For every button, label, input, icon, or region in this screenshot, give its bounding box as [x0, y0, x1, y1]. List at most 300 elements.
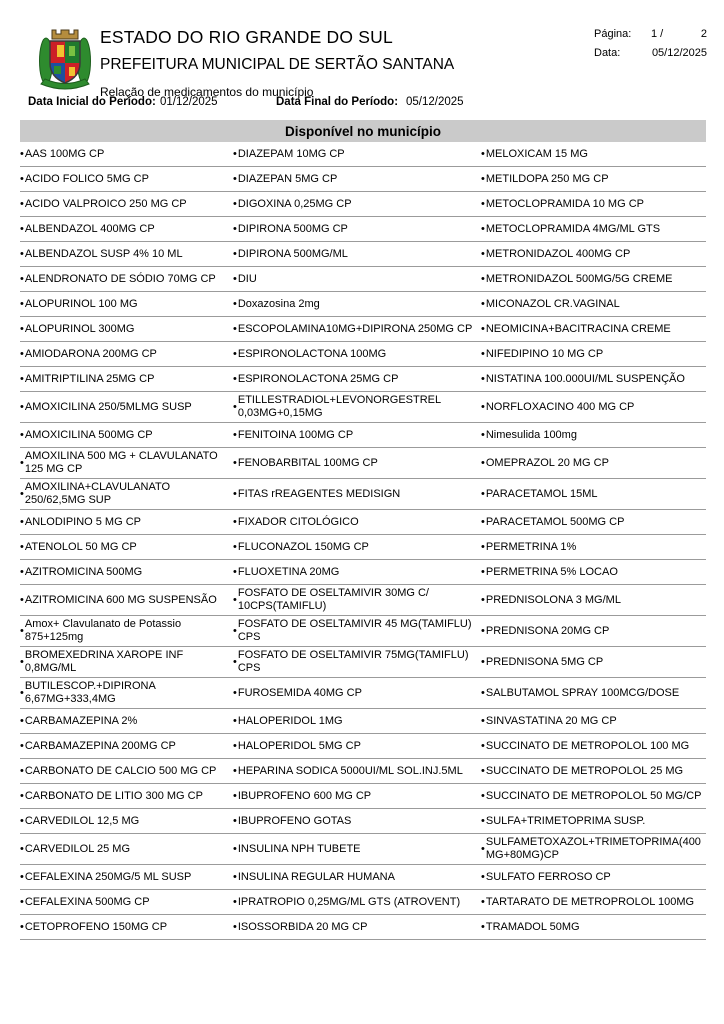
medication-name: FITAS rREAGENTES MEDISIGN [237, 487, 401, 500]
table-row [20, 267, 706, 292]
bullet-icon: • [233, 456, 237, 469]
bullet-icon: • [481, 565, 485, 578]
medication-name: ALOPURINOL 300MG [24, 322, 135, 335]
medication-item [20, 709, 233, 733]
medication-item [233, 890, 481, 914]
section-header [20, 120, 706, 142]
medication-item [481, 292, 706, 316]
medication-item [481, 317, 706, 341]
table-row [20, 142, 706, 167]
bullet-icon: • [481, 764, 485, 777]
medication-name: OMEPRAZOL 20 MG CP [485, 456, 609, 469]
medication-item [481, 392, 706, 422]
bullet-icon: • [233, 297, 237, 310]
medication-item [20, 267, 233, 291]
medication-name: AMOXILINA 500 MG + CLAVULANATO 125 MG CP [24, 450, 218, 475]
medication-item [233, 535, 481, 559]
bullet-icon: • [481, 487, 485, 500]
medication-item [481, 759, 706, 783]
medication-name: AMITRIPTILINA 25MG CP [24, 372, 155, 385]
medication-item [20, 616, 233, 646]
medication-item [233, 142, 481, 166]
medication-item [233, 784, 481, 808]
bullet-icon: • [481, 739, 485, 752]
bullet-icon: • [20, 487, 24, 500]
medication-item [20, 647, 233, 677]
table-row [20, 834, 706, 865]
table-row [20, 865, 706, 890]
medication-name: ETILLESTRADIOL+LEVONORGESTREL 0,03MG+0,15MG [237, 394, 441, 419]
medication-item [20, 678, 233, 708]
table-row [20, 217, 706, 242]
bullet-icon: • [20, 247, 24, 260]
page-label: Página: [594, 28, 632, 40]
medication-name: CARBONATO DE CALCIO 500 MG CP [24, 764, 217, 777]
period-end-label: Data Final do Período: [276, 96, 399, 108]
medication-item [233, 167, 481, 191]
medication-table [20, 120, 706, 940]
medication-item [20, 915, 233, 939]
medication-name: ALENDRONATO DE SÓDIO 70MG CP [24, 272, 216, 285]
medication-item [481, 217, 706, 241]
medication-name: METRONIDAZOL 400MG CP [485, 247, 631, 260]
bullet-icon: • [20, 789, 24, 802]
medication-name: AMOXILINA+CLAVULANATO 250/62,5MG SUP [24, 481, 171, 506]
medication-item [233, 759, 481, 783]
medication-list [20, 142, 706, 940]
medication-item [20, 734, 233, 758]
medication-item [233, 217, 481, 241]
medication-name: Nimesulida 100mg [485, 428, 577, 441]
medication-item [481, 678, 706, 708]
table-row [20, 292, 706, 317]
date-value: 05/12/2025 [651, 47, 707, 59]
medication-item [20, 834, 233, 864]
medication-name: NEOMICINA+BACITRACINA CREME [485, 322, 671, 335]
medication-name: PREDNISONA 20MG CP [485, 624, 610, 637]
bullet-icon: • [481, 147, 485, 160]
medication-name: FOSFATO DE OSELTAMIVIR 45 MG(TAMIFLU) CPS [237, 618, 472, 643]
medication-item [481, 267, 706, 291]
bullet-icon: • [233, 540, 237, 553]
table-row [20, 479, 706, 510]
bullet-icon: • [481, 686, 485, 699]
table-row [20, 759, 706, 784]
medication-item [233, 392, 481, 422]
bullet-icon: • [233, 789, 237, 802]
bullet-icon: • [20, 456, 24, 469]
medication-item [233, 865, 481, 889]
table-row [20, 647, 706, 678]
table-row [20, 890, 706, 915]
medication-name: FENOBARBITAL 100MG CP [237, 456, 378, 469]
report-title: Relação de medicamentos do município [100, 85, 314, 99]
bullet-icon: • [233, 655, 237, 668]
bullet-icon: • [233, 814, 237, 827]
medication-item [20, 192, 233, 216]
medication-name: NIFEDIPINO 10 MG CP [485, 347, 604, 360]
medication-item [233, 734, 481, 758]
bullet-icon: • [20, 895, 24, 908]
medication-name: DIAZEPAN 5MG CP [237, 172, 338, 185]
medication-item [20, 585, 233, 615]
medication-item [481, 448, 706, 478]
bullet-icon: • [481, 655, 485, 668]
period-end-value: 05/12/2025 [406, 96, 464, 108]
page-info [594, 28, 707, 66]
bullet-icon: • [20, 515, 24, 528]
medication-name: AAS 100MG CP [24, 147, 105, 160]
medication-item [233, 678, 481, 708]
bullet-icon: • [20, 593, 24, 606]
bullet-icon: • [20, 686, 24, 699]
medication-item [233, 560, 481, 584]
medication-name: METRONIDAZOL 500MG/5G CREME [485, 272, 673, 285]
table-row [20, 342, 706, 367]
medication-item [233, 709, 481, 733]
bullet-icon: • [481, 272, 485, 285]
medication-item [20, 367, 233, 391]
medication-name: FOSFATO DE OSELTAMIVIR 30MG C/ 10CPS(TAMIFLU) [237, 587, 429, 612]
bullet-icon: • [233, 714, 237, 727]
bullet-icon: • [20, 372, 24, 385]
medication-name: HEPARINA SODICA 5000UI/ML SOL.INJ.5ML [237, 764, 463, 777]
medication-name: PREDNISOLONA 3 MG/ML [485, 593, 621, 606]
medication-item [481, 834, 706, 864]
bullet-icon: • [481, 247, 485, 260]
bullet-icon: • [481, 814, 485, 827]
bullet-icon: • [233, 400, 237, 413]
medication-name: ESCOPOLAMINA10MG+DIPIRONA 250MG CP [237, 322, 473, 335]
medication-item [481, 734, 706, 758]
table-row [20, 535, 706, 560]
bullet-icon: • [233, 686, 237, 699]
medication-item [20, 809, 233, 833]
medication-item [20, 292, 233, 316]
medication-name: METILDOPA 250 MG CP [485, 172, 609, 185]
bullet-icon: • [481, 197, 485, 210]
bullet-icon: • [481, 593, 485, 606]
medication-item [20, 217, 233, 241]
bullet-icon: • [481, 322, 485, 335]
table-row [20, 585, 706, 616]
medication-name: DIAZEPAM 10MG CP [237, 147, 345, 160]
bullet-icon: • [233, 842, 237, 855]
table-row [20, 423, 706, 448]
medication-item [233, 267, 481, 291]
medication-item [481, 647, 706, 677]
bullet-icon: • [481, 297, 485, 310]
medication-name: AZITROMICINA 600 MG SUSPENSÃO [24, 593, 217, 606]
medication-name: Amox+ Clavulanato de Potassio 875+125mg [24, 618, 182, 643]
bullet-icon: • [20, 764, 24, 777]
medication-item [481, 242, 706, 266]
bullet-icon: • [20, 297, 24, 310]
table-row [20, 242, 706, 267]
medication-name: MICONAZOL CR.VAGINAL [485, 297, 620, 310]
medication-name: ESPIRONOLACTONA 25MG CP [237, 372, 399, 385]
medication-name: ACIDO VALPROICO 250 MG CP [24, 197, 187, 210]
medication-name: DIPIRONA 500MG CP [237, 222, 348, 235]
section-title: Disponível no município [284, 123, 441, 139]
bullet-icon: • [233, 764, 237, 777]
medication-name: BROMEXEDRINA XAROPE INF 0,8MG/ML [24, 649, 184, 674]
medication-item [20, 142, 233, 166]
medication-name: SUCCINATO DE METROPOLOL 25 MG [485, 764, 684, 777]
medication-name: NISTATINA 100.000UI/ML SUSPENÇÃO [485, 372, 685, 385]
medication-name: IBUPROFENO 600 MG CP [237, 789, 372, 802]
medication-name: SALBUTAMOL SPRAY 100MCG/DOSE [485, 686, 680, 699]
medication-item [233, 342, 481, 366]
bullet-icon: • [233, 222, 237, 235]
medication-name: FENITOINA 100MG CP [237, 428, 354, 441]
bullet-icon: • [20, 565, 24, 578]
medication-name: INSULINA NPH TUBETE [237, 842, 361, 855]
medication-item [481, 865, 706, 889]
medication-name: FOSFATO DE OSELTAMIVIR 75MG(TAMIFLU) CPS [237, 649, 469, 674]
medication-item [233, 479, 481, 509]
medication-item [20, 759, 233, 783]
medication-name: PREDNISONA 5MG CP [485, 655, 604, 668]
medication-name: DIPIRONA 500MG/ML [237, 247, 348, 260]
header-titles [100, 27, 454, 99]
table-row [20, 678, 706, 709]
medication-item [233, 317, 481, 341]
bullet-icon: • [233, 428, 237, 441]
medication-item [233, 242, 481, 266]
table-row [20, 616, 706, 647]
bullet-icon: • [481, 172, 485, 185]
medication-item [20, 510, 233, 534]
bullet-icon: • [481, 428, 485, 441]
medication-name: FLUOXETINA 20MG [237, 565, 340, 578]
bullet-icon: • [20, 428, 24, 441]
table-row [20, 734, 706, 759]
medication-name: SINVASTATINA 20 MG CP [485, 714, 617, 727]
medication-name: CARVEDILOL 12,5 MG [24, 814, 140, 827]
table-row [20, 448, 706, 479]
medication-name: ACIDO FOLICO 5MG CP [24, 172, 149, 185]
bullet-icon: • [20, 842, 24, 855]
medication-name: PERMETRINA 5% LOCAO [485, 565, 618, 578]
bullet-icon: • [20, 347, 24, 360]
medication-name: ESPIRONOLACTONA 100MG [237, 347, 387, 360]
medication-name: AZITROMICINA 500MG [24, 565, 143, 578]
bullet-icon: • [481, 920, 485, 933]
bullet-icon: • [20, 714, 24, 727]
bullet-icon: • [20, 222, 24, 235]
medication-name: TARTARATO DE METROPROLOL 100MG [485, 895, 695, 908]
medication-item [481, 479, 706, 509]
medication-name: ANLODIPINO 5 MG CP [24, 515, 141, 528]
table-row [20, 915, 706, 940]
medication-item [20, 317, 233, 341]
medication-item [481, 367, 706, 391]
medication-item [20, 392, 233, 422]
bullet-icon: • [233, 895, 237, 908]
table-row [20, 367, 706, 392]
medication-item [233, 192, 481, 216]
date-label: Data: [594, 47, 621, 59]
medication-item [233, 367, 481, 391]
state-title: ESTADO DO RIO GRANDE DO SUL [100, 27, 393, 47]
medication-item [20, 448, 233, 478]
bullet-icon: • [233, 593, 237, 606]
bullet-icon: • [20, 172, 24, 185]
medication-item [481, 342, 706, 366]
medication-item [20, 242, 233, 266]
medication-name: AMOXICILINA 250/5MLMG SUSP [24, 400, 192, 413]
table-row [20, 167, 706, 192]
medication-name: HALOPERIDOL 1MG [237, 714, 343, 727]
medication-item [233, 510, 481, 534]
medication-item [233, 423, 481, 447]
bullet-icon: • [481, 372, 485, 385]
medication-name: CARVEDILOL 25 MG [24, 842, 131, 855]
bullet-icon: • [20, 624, 24, 637]
bullet-icon: • [233, 347, 237, 360]
medication-name: CEFALEXINA 500MG CP [24, 895, 150, 908]
medication-item [481, 890, 706, 914]
medication-item [481, 616, 706, 646]
medication-item [481, 784, 706, 808]
medication-name: DIU [237, 272, 257, 285]
medication-item [481, 809, 706, 833]
medication-name: IBUPROFENO GOTAS [237, 814, 352, 827]
medication-name: HALOPERIDOL 5MG CP [237, 739, 361, 752]
medication-name: CETOPROFENO 150MG CP [24, 920, 168, 933]
bullet-icon: • [481, 842, 485, 855]
bullet-icon: • [233, 247, 237, 260]
medication-name: SULFATO FERROSO CP [485, 870, 611, 883]
bullet-icon: • [233, 870, 237, 883]
medication-item [233, 616, 481, 646]
bullet-icon: • [233, 197, 237, 210]
period-start-value: 01/12/2025 [160, 96, 218, 108]
bullet-icon: • [20, 197, 24, 210]
medication-name: ALBENDAZOL 400MG CP [24, 222, 155, 235]
municipality-title: PREFEITURA MUNICIPAL DE SERTÃO SANTANA [100, 56, 455, 73]
medication-name: ALOPURINOL 100 MG [24, 297, 138, 310]
bullet-icon: • [481, 789, 485, 802]
table-row [20, 510, 706, 535]
medication-name: SUCCINATO DE METROPOLOL 100 MG [485, 739, 690, 752]
medication-item [20, 535, 233, 559]
bullet-icon: • [233, 515, 237, 528]
medication-item [481, 510, 706, 534]
table-row [20, 317, 706, 342]
medication-item [233, 292, 481, 316]
medication-item [20, 784, 233, 808]
medication-item [481, 560, 706, 584]
medication-name: PERMETRINA 1% [485, 540, 577, 553]
medication-name: SULFA+TRIMETOPRIMA SUSP. [485, 814, 646, 827]
medication-item [233, 809, 481, 833]
medication-item [20, 423, 233, 447]
table-row [20, 560, 706, 585]
bullet-icon: • [481, 515, 485, 528]
table-row [20, 709, 706, 734]
medication-item [233, 448, 481, 478]
medication-item [481, 167, 706, 191]
medication-name: CARBAMAZEPINA 2% [24, 714, 138, 727]
bullet-icon: • [481, 400, 485, 413]
medication-name: AMIODARONA 200MG CP [24, 347, 157, 360]
medication-name: DIGOXINA 0,25MG CP [237, 197, 352, 210]
medication-item [233, 647, 481, 677]
table-row [20, 784, 706, 809]
table-row [20, 192, 706, 217]
medication-name: MELOXICAM 15 MG [485, 147, 588, 160]
bullet-icon: • [20, 814, 24, 827]
medication-item [20, 865, 233, 889]
bullet-icon: • [20, 655, 24, 668]
bullet-icon: • [20, 540, 24, 553]
bullet-icon: • [233, 322, 237, 335]
medication-item [233, 834, 481, 864]
bullet-icon: • [20, 147, 24, 160]
medication-name: Doxazosina 2mg [237, 297, 320, 310]
bullet-icon: • [481, 347, 485, 360]
medication-name: ATENOLOL 50 MG CP [24, 540, 137, 553]
medication-name: FUROSEMIDA 40MG CP [237, 686, 362, 699]
bullet-icon: • [233, 272, 237, 285]
medication-item [233, 585, 481, 615]
medication-item [20, 167, 233, 191]
medication-name: CARBAMAZEPINA 200MG CP [24, 739, 176, 752]
municipality-coat-of-arms-icon [34, 26, 96, 92]
medication-item [481, 915, 706, 939]
medication-item [481, 142, 706, 166]
medication-item [233, 915, 481, 939]
medication-item [20, 890, 233, 914]
medication-name: METOCLOPRAMIDA 4MG/ML GTS [485, 222, 661, 235]
medication-name: AMOXICILINA 500MG CP [24, 428, 153, 441]
bullet-icon: • [481, 714, 485, 727]
medication-name: IPRATROPIO 0,25MG/ML GTS (ATROVENT) [237, 895, 461, 908]
medication-item [20, 560, 233, 584]
medication-name: CARBONATO DE LITIO 300 MG CP [24, 789, 203, 802]
medication-name: FLUCONAZOL 150MG CP [237, 540, 369, 553]
medication-name: CEFALEXINA 250MG/5 ML SUSP [24, 870, 192, 883]
bullet-icon: • [481, 222, 485, 235]
bullet-icon: • [233, 147, 237, 160]
bullet-icon: • [20, 400, 24, 413]
table-row [20, 392, 706, 423]
bullet-icon: • [481, 540, 485, 553]
medication-name: PARACETAMOL 500MG CP [485, 515, 625, 528]
page-total: 2 [700, 28, 707, 40]
bullet-icon: • [233, 372, 237, 385]
medication-name: INSULINA REGULAR HUMANA [237, 870, 395, 883]
medication-item [481, 535, 706, 559]
medication-name: ALBENDAZOL SUSP 4% 10 ML [24, 247, 183, 260]
bullet-icon: • [481, 456, 485, 469]
bullet-icon: • [233, 487, 237, 500]
bullet-icon: • [481, 870, 485, 883]
bullet-icon: • [233, 565, 237, 578]
medication-name: FIXADOR CITOLÓGICO [237, 515, 359, 528]
medication-item [481, 192, 706, 216]
medication-name: TRAMADOL 50MG [485, 920, 580, 933]
bullet-icon: • [20, 739, 24, 752]
bullet-icon: • [233, 172, 237, 185]
bullet-icon: • [481, 895, 485, 908]
medication-name: SUCCINATO DE METROPOLOL 50 MG/CP [485, 789, 702, 802]
medication-name: BUTILESCOP.+DIPIRONA 6,67MG+333,4MG [24, 680, 156, 705]
medication-name: METOCLOPRAMIDA 10 MG CP [485, 197, 644, 210]
bullet-icon: • [20, 920, 24, 933]
